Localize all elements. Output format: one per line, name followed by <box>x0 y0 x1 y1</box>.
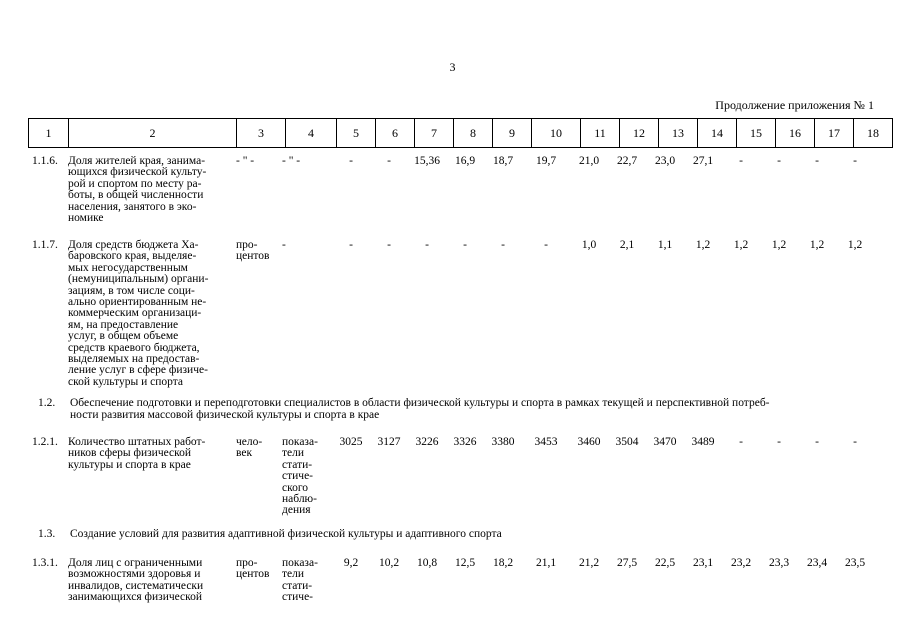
section-title <box>70 529 870 541</box>
column-header-cell: 18 <box>854 119 893 148</box>
value-cell: 10,2 <box>378 557 400 569</box>
section-title <box>70 398 870 421</box>
value-cell: 10,8 <box>416 557 438 569</box>
column-header-cell: 12 <box>620 119 659 148</box>
indicator-description <box>68 156 238 224</box>
value-cell: 21,2 <box>578 557 600 569</box>
indicator-description-line: инвалидов, систематически <box>68 579 204 592</box>
value-cell: - <box>739 155 743 167</box>
value-cell: 3489 <box>691 436 715 448</box>
value-cell: 3380 <box>491 436 515 448</box>
indicator-description-line: зациям, в том числе соци- <box>68 284 195 297</box>
indicator-description <box>68 558 238 604</box>
source-cell-line: ского <box>282 481 309 494</box>
unit-cell <box>236 156 284 167</box>
source-cell <box>282 437 332 517</box>
indicator-description-line: мых негосударственным <box>68 261 188 274</box>
indicator-description-line: выделяемых на предостав- <box>68 353 200 366</box>
source-cell <box>282 156 332 167</box>
column-header-cell: 11 <box>581 119 620 148</box>
value-cell: 27,5 <box>616 557 638 569</box>
value-cell: 3127 <box>377 436 401 448</box>
column-header-cell: 6 <box>376 119 415 148</box>
column-header-row <box>29 119 893 148</box>
column-header-cell: 7 <box>415 119 454 148</box>
value-cell: - <box>387 239 391 251</box>
indicator-description-line: (немуниципальным) органи- <box>68 273 209 286</box>
unit-cell-line: чело- <box>236 436 263 448</box>
column-header-cell: 8 <box>454 119 493 148</box>
row-number: 1.1.6. <box>32 155 58 167</box>
value-cell: 1,2 <box>771 239 787 251</box>
value-cell: 23,4 <box>806 557 828 569</box>
value-cell: 1,0 <box>581 239 597 251</box>
column-header-cell: 1 <box>29 119 69 148</box>
page-number: 3 <box>449 60 456 74</box>
value-cell: 23,5 <box>844 557 866 569</box>
unit-cell <box>236 437 284 460</box>
source-cell <box>282 240 332 251</box>
column-header-table <box>28 118 893 148</box>
value-cell: - <box>777 155 781 167</box>
source-cell-line: тели <box>282 568 305 581</box>
value-cell: 1,2 <box>847 239 863 251</box>
value-cell: - <box>777 436 781 448</box>
value-cell: - <box>501 239 505 251</box>
value-cell: 23,0 <box>654 155 676 167</box>
value-cell: - <box>387 155 391 167</box>
indicator-description-line: боты, в общей численности <box>68 189 204 202</box>
indicator-description-line: Доля жителей края, занима- <box>68 155 206 167</box>
value-cell: 12,5 <box>454 557 476 569</box>
indicator-description-line: баровского края, выделяе- <box>68 250 197 263</box>
section-title-line: ности развития массовой физической культуры и спорта в крае <box>70 408 380 421</box>
indicator-description-line: занимающихся физической <box>68 591 203 604</box>
column-header-cell: 14 <box>698 119 737 148</box>
indicator-description-line: средств краевого бюджета, <box>68 341 200 354</box>
section-title-line: Создание условий для развития адаптивной физической культуры и адаптивного спорта <box>70 528 502 540</box>
indicator-description <box>68 437 238 471</box>
source-cell-line: - " - <box>282 155 301 167</box>
section-number: 1.3. <box>38 528 56 540</box>
unit-cell <box>236 558 284 581</box>
column-header-cell: 5 <box>337 119 376 148</box>
indicator-description-line: ям, на предоставление <box>68 318 179 331</box>
row-number: 1.1.7. <box>32 239 58 251</box>
value-cell: - <box>463 239 467 251</box>
section-number: 1.2. <box>38 397 56 409</box>
column-header-cell: 13 <box>659 119 698 148</box>
value-cell: 1,1 <box>657 239 673 251</box>
source-cell-line: дения <box>282 504 311 517</box>
row-number: 1.2.1. <box>32 436 58 448</box>
value-cell: 3470 <box>653 436 677 448</box>
value-cell: 3453 <box>534 436 558 448</box>
column-header-cell: 17 <box>815 119 854 148</box>
value-cell: - <box>815 155 819 167</box>
value-cell: 3460 <box>577 436 601 448</box>
indicator-description-line: ление услуг в сфере физиче- <box>68 364 208 377</box>
column-header-cell: 4 <box>286 119 337 148</box>
value-cell: 23,3 <box>768 557 790 569</box>
value-cell: - <box>815 436 819 448</box>
unit-cell-line: про- <box>236 557 258 569</box>
indicator-description-line: номике <box>68 212 104 225</box>
source-cell-line: тели <box>282 447 305 460</box>
value-cell: 21,0 <box>578 155 600 167</box>
indicator-description <box>68 240 238 388</box>
indicator-description-line: населения, занятого в эко- <box>68 200 197 213</box>
indicator-description-line: рой и спортом по месту ра- <box>68 177 202 190</box>
value-cell: - <box>425 239 429 251</box>
value-cell: 3226 <box>415 436 439 448</box>
column-header-cell: 15 <box>737 119 776 148</box>
value-cell: 27,1 <box>692 155 714 167</box>
indicator-description-line: ской культуры и спорта <box>68 375 183 388</box>
value-cell: - <box>853 436 857 448</box>
source-cell-line: стиче- <box>282 591 314 604</box>
value-cell: 18,7 <box>492 155 514 167</box>
continuation-label: Продолжение приложения № 1 <box>715 98 874 112</box>
column-header-cell: 10 <box>532 119 581 148</box>
value-cell: - <box>544 239 548 251</box>
value-cell: 23,1 <box>692 557 714 569</box>
source-cell-line: показа- <box>282 436 318 448</box>
value-cell: 18,2 <box>492 557 514 569</box>
indicator-description-line: культуры и спорта в крае <box>68 458 191 471</box>
value-cell: 1,2 <box>733 239 749 251</box>
value-cell: 1,2 <box>809 239 825 251</box>
unit-cell <box>236 240 284 263</box>
unit-cell-line: центов <box>236 250 270 263</box>
unit-cell-line: век <box>236 447 253 460</box>
value-cell: - <box>853 155 857 167</box>
value-cell: 2,1 <box>619 239 635 251</box>
source-cell-line: стиче- <box>282 470 314 483</box>
source-cell-line: наблю- <box>282 493 317 506</box>
value-cell: 16,9 <box>454 155 476 167</box>
indicator-description-line: Количество штатных работ- <box>68 436 206 448</box>
row-number: 1.3.1. <box>32 557 58 569</box>
value-cell: 21,1 <box>535 557 557 569</box>
value-cell: - <box>349 155 353 167</box>
value-cell: 3504 <box>615 436 639 448</box>
value-cell: 19,7 <box>535 155 557 167</box>
unit-cell-line: про- <box>236 239 258 251</box>
indicator-description-line: ников сферы физической <box>68 447 192 460</box>
section-title-line: Обеспечение подготовки и переподготовки специалистов в области физической культуры и спорта в рамках текущей и перспективной потреб- <box>70 397 770 409</box>
source-cell-line: - <box>282 239 286 251</box>
indicator-description-line: ющихся физической культу- <box>68 166 207 179</box>
indicator-description-line: Доля средств бюджета Ха- <box>68 239 199 251</box>
column-header-cell: 2 <box>69 119 237 148</box>
unit-cell-line: - " - <box>236 155 255 167</box>
indicator-description-line: услуг, в общем объеме <box>68 330 179 343</box>
value-cell: - <box>739 436 743 448</box>
source-cell-line: стати- <box>282 579 313 592</box>
value-cell: 23,2 <box>730 557 752 569</box>
source-cell <box>282 558 332 604</box>
indicator-description-line: ально ориентированным не- <box>68 296 207 309</box>
unit-cell-line: центов <box>236 568 270 581</box>
source-cell-line: стати- <box>282 458 313 471</box>
indicator-description-line: возможностями здоровья и <box>68 568 201 581</box>
value-cell: 3326 <box>453 436 477 448</box>
indicator-description-line: Доля лиц с ограниченными <box>68 557 203 569</box>
value-cell: 22,7 <box>616 155 638 167</box>
column-header-cell: 3 <box>237 119 286 148</box>
value-cell: 9,2 <box>343 557 359 569</box>
column-header-cell: 16 <box>776 119 815 148</box>
value-cell: 3025 <box>339 436 363 448</box>
column-header-cell: 9 <box>493 119 532 148</box>
value-cell: 15,36 <box>414 155 440 167</box>
indicator-description-line: коммерческим организаци- <box>68 307 202 320</box>
value-cell: - <box>349 239 353 251</box>
source-cell-line: показа- <box>282 557 318 569</box>
value-cell: 1,2 <box>695 239 711 251</box>
value-cell: 22,5 <box>654 557 676 569</box>
